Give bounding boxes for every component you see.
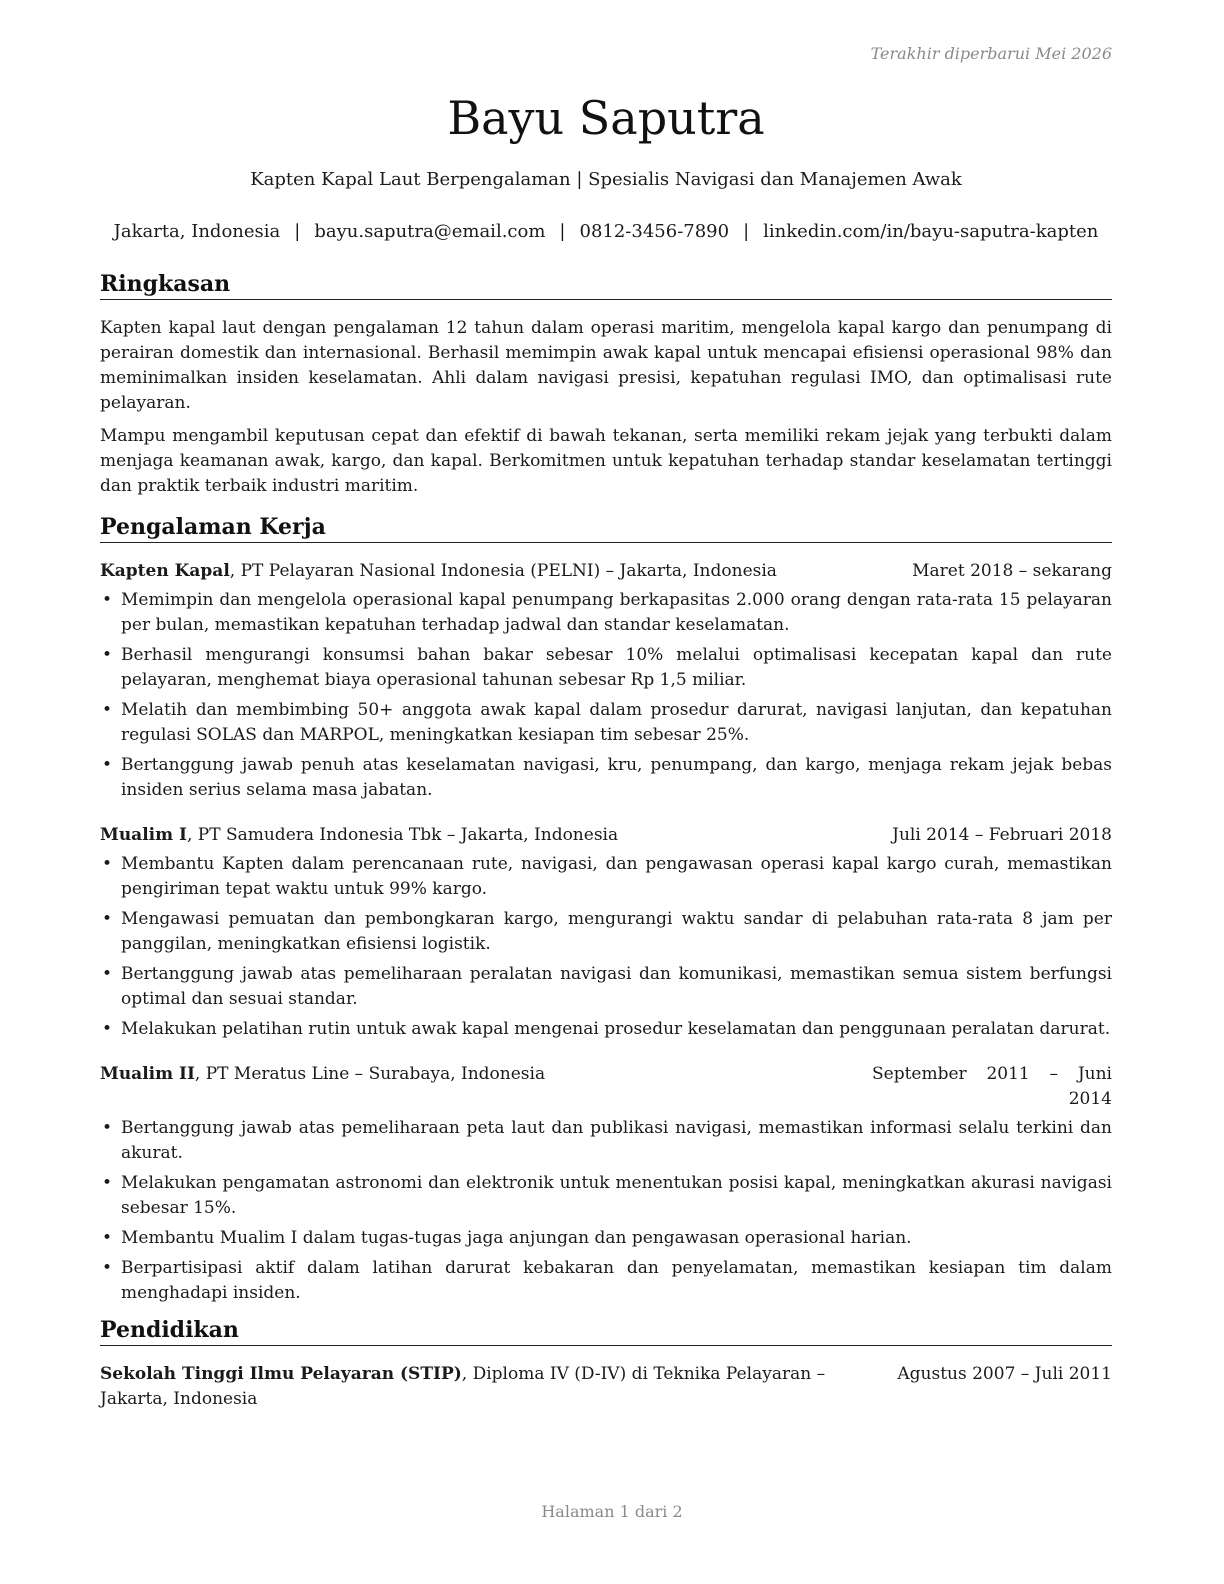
job-bullet: • Mengawasi pemuatan dan pembongkaran kargo, mengurangi waktu sandar di pelabuhan rata-rata 8 jam per panggilan, meningkatkan efisiensi logistik. — [100, 907, 1112, 957]
contact-email[interactable]: bayu.saputra@email.com — [314, 221, 546, 242]
job-bullet: • Bertanggung jawab atas pemeliharaan peralatan navigasi dan komunikasi, memastikan semua sistem berfungsi optimal dan sesuai standar. — [100, 962, 1112, 1012]
job-header — [100, 559, 1112, 584]
job-bullet: • Memimpin dan mengelola operasional kapal penumpang berkapasitas 2.000 orang dengan rata-rata 15 pelayaran per bulan, memastikan kepatuhan terhadap jadwal dan standar keselamatan. — [100, 588, 1112, 638]
education-section — [100, 1316, 1112, 1412]
page-footer: Halaman 1 dari 2 — [541, 1502, 683, 1521]
last-updated-note: Terakhir diperbarui Mei 2026 — [870, 44, 1112, 63]
summary-paragraph: Kapten kapal laut dengan pengalaman 12 tahun dalam operasi maritim, mengelola kapal kargo dan penumpang di perairan domestik dan internasional. Berhasil memimpin awak kapal untuk mencapai efisiensi operasional 98% dan meminimalkan insiden keselamatan. Ahli dalam navigasi presisi, kepatuhan regulasi IMO, dan optimalisasi rute pelayaran. — [100, 318, 1112, 413]
job-dates: September 2011 – Juni 2014 — [872, 1064, 1112, 1109]
experience-section — [100, 513, 1112, 1306]
education-school: Sekolah Tinggi Ilmu Pelayaran (STIP) — [100, 1364, 462, 1384]
job-bullet: • Bertanggung jawab penuh atas keselamatan navigasi, kru, penumpang, dan kargo, menjaga rekam jejak bebas insiden serius selama masa jabatan. — [100, 753, 1112, 803]
job-header — [100, 1062, 1112, 1112]
contact-line — [100, 220, 1112, 244]
job-bullets — [100, 1116, 1112, 1306]
candidate-name: Bayu Saputra — [447, 91, 765, 145]
job-company: , PT Pelayaran Nasional Indonesia (PELNI) – Jakarta, Indonesia — [229, 561, 777, 581]
contact-separator: | — [559, 221, 566, 242]
job-entry — [100, 559, 1112, 803]
job-dates: Maret 2018 – sekarang — [912, 561, 1112, 581]
education-title — [100, 1362, 880, 1412]
job-company: , PT Samudera Indonesia Tbk – Jakarta, Indonesia — [186, 825, 619, 845]
job-bullet: • Melatih dan membimbing 50+ anggota awak kapal dalam prosedur darurat, navigasi lanjutan, dan kepatuhan regulasi SOLAS dan MARPOL, meningkatkan kesiapan tim sebesar 25%. — [100, 698, 1112, 748]
job-title — [100, 559, 777, 584]
job-entry — [100, 1062, 1112, 1306]
section-title-education: Pendidikan — [100, 1316, 1112, 1346]
contact-location: Jakarta, Indonesia — [113, 221, 281, 242]
section-title-experience: Pengalaman Kerja — [100, 513, 1112, 543]
job-entry — [100, 823, 1112, 1042]
education-detail: , Diploma IV (D-IV) di Teknika Pelayaran – Jakarta, Indonesia — [100, 1364, 826, 1409]
job-bullets — [100, 588, 1112, 803]
job-bullet: • Melakukan pelatihan rutin untuk awak kapal mengenai prosedur keselamatan dan penggunaan peralatan darurat. — [100, 1017, 1112, 1042]
job-bullet: • Berhasil mengurangi konsumsi bahan bakar sebesar 10% melalui optimalisasi kecepatan kapal dan rute pelayaran, menghemat biaya operasional tahunan sebesar Rp 1,5 miliar. — [100, 643, 1112, 693]
job-bullet: • Bertanggung jawab atas pemeliharaan peta laut dan publikasi navigasi, memastikan informasi selalu terkini dan akurat. — [100, 1116, 1112, 1166]
resume-body — [100, 270, 1112, 1416]
contact-separator: | — [294, 221, 301, 242]
job-bullet: • Membantu Mualim I dalam tugas-tugas jaga anjungan dan pengawasan operasional harian. — [100, 1226, 1112, 1251]
job-bullet: • Melakukan pengamatan astronomi dan elektronik untuk menentukan posisi kapal, meningkatkan akurasi navigasi sebesar 15%. — [100, 1171, 1112, 1221]
contact-separator: | — [743, 221, 750, 242]
job-role: Mualim II — [100, 1064, 195, 1084]
job-bullets — [100, 852, 1112, 1042]
job-bullet: • Berpartisipasi aktif dalam latihan darurat kebakaran dan penyelamatan, memastikan kesiapan tim dalam menghadapi insiden. — [100, 1256, 1112, 1306]
contact-phone[interactable]: 0812-3456-7890 — [579, 221, 730, 242]
job-role: Mualim I — [100, 825, 187, 845]
job-bullet: • Membantu Kapten dalam perencanaan rute, navigasi, dan pengawasan operasi kapal kargo curah, memastikan pengiriman tepat waktu untuk 99% kargo. — [100, 852, 1112, 902]
summary-paragraph: Mampu mengambil keputusan cepat dan efektif di bawah tekanan, serta memiliki rekam jejak yang terbukti dalam menjaga keamanan awak, kargo, dan kapal. Berkomitmen untuk kepatuhan terhadap standar keselamatan tertinggi dan praktik terbaik industri maritim. — [100, 426, 1112, 496]
candidate-tagline: Kapten Kapal Laut Berpengalaman | Spesialis Navigasi dan Manajemen Awak — [250, 169, 962, 190]
job-role: Kapten Kapal — [100, 561, 230, 581]
summary-section — [100, 270, 1112, 499]
section-title-summary: Ringkasan — [100, 270, 1112, 300]
job-title — [100, 1062, 545, 1112]
job-company: , PT Meratus Line – Surabaya, Indonesia — [194, 1064, 546, 1084]
job-header — [100, 823, 1112, 848]
job-dates: Juli 2014 – Februari 2018 — [892, 825, 1112, 845]
education-entry — [100, 1362, 1112, 1412]
education-dates: Agustus 2007 – Juli 2011 — [897, 1364, 1112, 1384]
contact-linkedin[interactable]: linkedin.com/in/bayu-saputra-kapten — [763, 221, 1099, 242]
job-title — [100, 823, 618, 848]
